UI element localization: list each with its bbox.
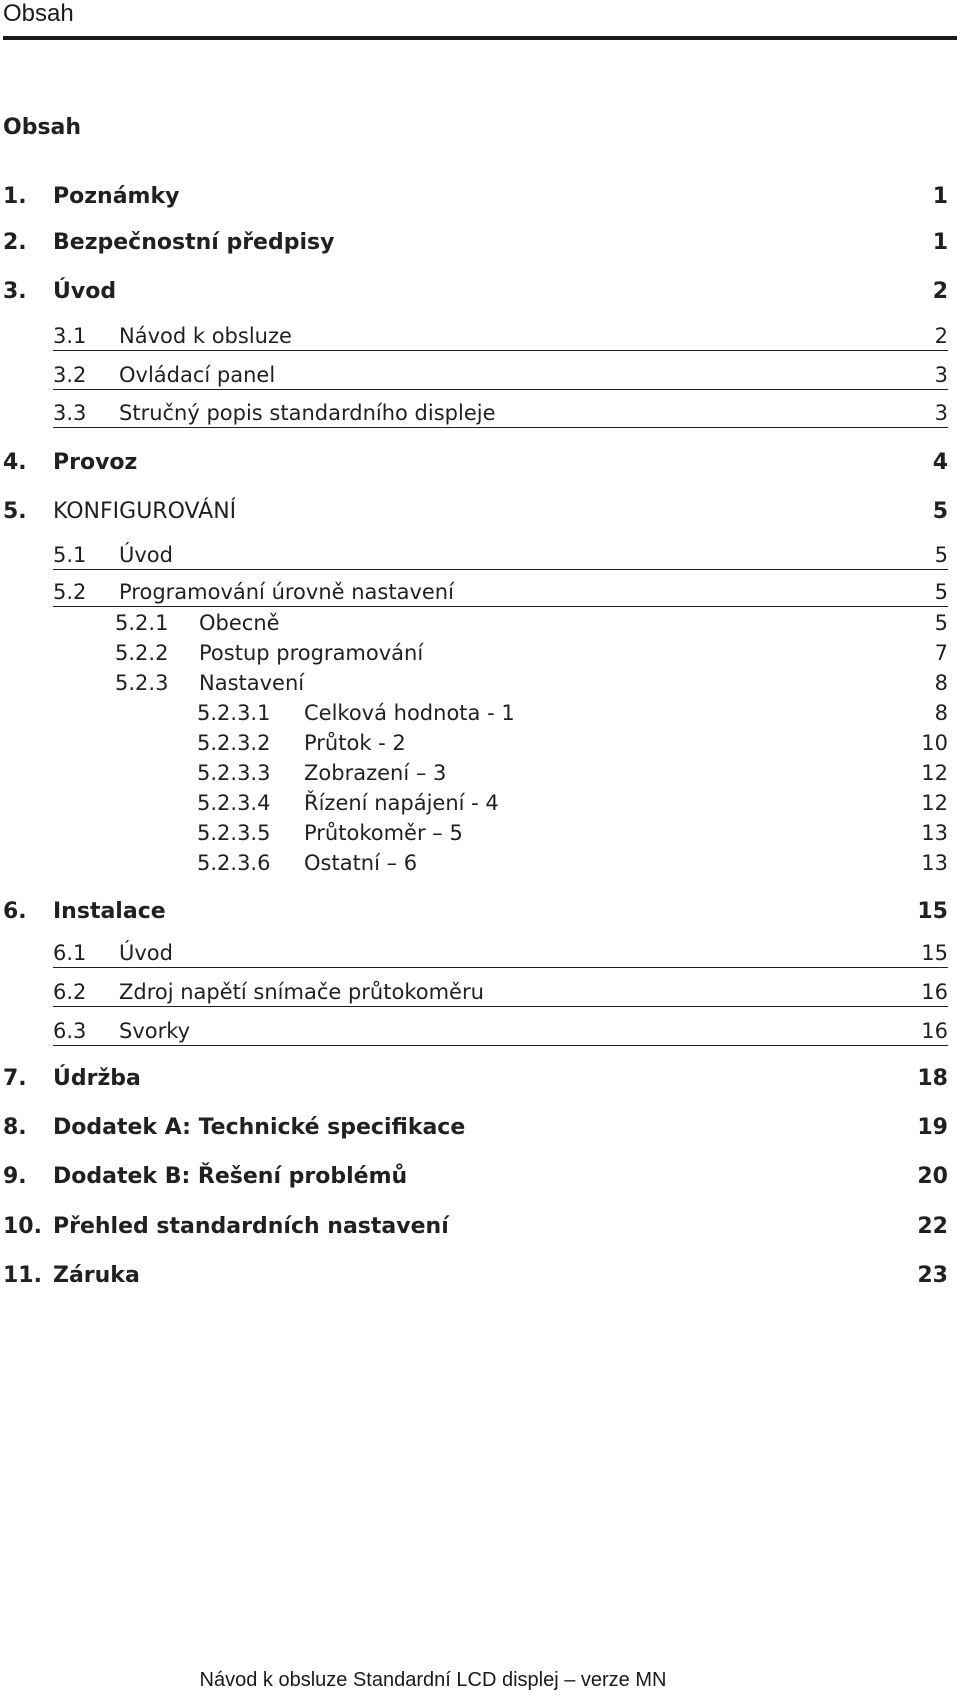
toc-entry-page: 4 xyxy=(932,450,948,475)
toc-entry-page: 15 xyxy=(921,941,948,965)
toc-entry-label: Obecně xyxy=(199,611,280,635)
toc-entry-label: Ostatní – 6 xyxy=(304,851,418,875)
toc-entry-label: Instalace xyxy=(53,899,166,924)
toc-entry-number: 5.2 xyxy=(53,580,87,604)
toc-entry-6-1[interactable] xyxy=(53,938,948,968)
toc-entry-page: 18 xyxy=(917,1066,948,1091)
toc-entry-number: 5.2.3.2 xyxy=(197,731,271,755)
toc-entry-number: 6. xyxy=(3,899,27,924)
toc-entry-3-3[interactable] xyxy=(53,398,948,428)
toc-entry-page: 10 xyxy=(921,731,948,755)
toc-entry-label: Postup programování xyxy=(199,641,424,665)
toc-entry-3-2[interactable] xyxy=(53,360,948,390)
toc-entry-5-1[interactable] xyxy=(53,540,948,570)
toc-entry-page: 20 xyxy=(917,1164,948,1189)
toc-entry-page: 13 xyxy=(921,851,948,875)
toc-entry-label: Bezpečnostní předpisy xyxy=(53,230,335,255)
toc-entry-label: Ovládací panel xyxy=(119,363,276,387)
toc-entry-7[interactable] xyxy=(3,1064,948,1094)
toc-entry-11[interactable] xyxy=(3,1261,948,1291)
toc-entry-9[interactable] xyxy=(3,1162,948,1192)
toc-entry-label: Poznámky xyxy=(53,184,180,209)
toc-entry-number: 6.3 xyxy=(53,1019,87,1043)
toc-entry-page: 12 xyxy=(921,761,948,785)
toc-entry-page: 7 xyxy=(934,641,948,665)
toc-entry-label: Zdroj napětí snímače průtokoměru xyxy=(119,980,484,1004)
toc-entry-page: 22 xyxy=(917,1214,948,1239)
toc-entry-5-2-3[interactable] xyxy=(115,669,948,697)
toc-entry-5-2-3-6[interactable] xyxy=(197,849,948,877)
toc-entry-label: Průtokoměr – 5 xyxy=(304,821,463,845)
toc-entry-page: 19 xyxy=(917,1115,948,1140)
toc-title: Obsah xyxy=(3,115,82,140)
header-title: Obsah xyxy=(3,0,74,27)
page-header xyxy=(3,0,957,40)
toc-entry-label: Celková hodnota - 1 xyxy=(304,701,515,725)
toc-entry-number: 10. xyxy=(3,1214,42,1239)
toc-entry-number: 5.2.1 xyxy=(115,611,169,635)
toc-entry-page: 3 xyxy=(934,363,948,387)
toc-entry-page: 12 xyxy=(921,791,948,815)
toc-entry-number: 11. xyxy=(3,1263,42,1288)
toc-entry-label: Přehled standardních nastavení xyxy=(53,1214,449,1239)
toc-entry-number: 9. xyxy=(3,1164,27,1189)
toc-entry-page: 16 xyxy=(921,1019,948,1043)
toc-entry-page: 5 xyxy=(934,611,948,635)
toc-entry-label: Nastavení xyxy=(199,671,305,695)
toc-entry-page: 13 xyxy=(921,821,948,845)
toc-entry-number: 5. xyxy=(3,499,27,524)
toc-entry-label: Záruka xyxy=(53,1263,140,1288)
toc-entry-number: 5.2.3.3 xyxy=(197,761,271,785)
toc-entry-number: 5.2.3.6 xyxy=(197,851,271,875)
toc-entry-number: 1. xyxy=(3,184,27,209)
toc-entry-page: 5 xyxy=(934,543,948,567)
toc-entry-5-2-3-1[interactable] xyxy=(197,699,948,727)
toc-entry-label: Údržba xyxy=(53,1066,141,1091)
toc-entry-label: Svorky xyxy=(119,1019,191,1043)
toc-entry-6[interactable] xyxy=(3,897,948,927)
toc-entry-number: 3.2 xyxy=(53,363,87,387)
toc-entry-page: 2 xyxy=(932,279,948,304)
toc-entry-number: 3. xyxy=(3,279,27,304)
toc-entry-number: 3.1 xyxy=(53,324,87,348)
toc-entry-label: Dodatek B: Řešení problémů xyxy=(53,1164,408,1189)
toc-entry-page: 8 xyxy=(934,701,948,725)
toc-entry-number: 8. xyxy=(3,1115,27,1140)
toc-entry-page: 5 xyxy=(932,499,948,524)
toc-entry-6-3[interactable] xyxy=(53,1016,948,1046)
toc-entry-number: 6.1 xyxy=(53,941,87,965)
toc-entry-label: Programování úrovně nastavení xyxy=(119,580,454,604)
toc-entry-3[interactable] xyxy=(3,277,948,307)
toc-entry-page: 16 xyxy=(921,980,948,1004)
toc-entry-6-2[interactable] xyxy=(53,977,948,1007)
toc-entry-label: Úvod xyxy=(119,941,173,965)
toc-entry-5-2-3-5[interactable] xyxy=(197,819,948,847)
toc-entry-label: Zobrazení – 3 xyxy=(304,761,447,785)
toc-entry-label: Úvod xyxy=(119,543,173,567)
toc-entry-5-2[interactable] xyxy=(53,577,948,607)
toc-entry-page: 2 xyxy=(934,324,948,348)
toc-entry-5-2-3-2[interactable] xyxy=(197,729,948,757)
toc-entry-page: 8 xyxy=(934,671,948,695)
toc-entry-number: 6.2 xyxy=(53,980,87,1004)
toc-entry-4[interactable] xyxy=(3,448,948,478)
toc-entry-label: Návod k obsluze xyxy=(119,324,292,348)
toc-entry-number: 4. xyxy=(3,450,27,475)
toc-entry-number: 5.2.2 xyxy=(115,641,169,665)
toc-entry-page: 1 xyxy=(932,184,948,209)
toc-entry-page: 3 xyxy=(934,401,948,425)
toc-entry-3-1[interactable] xyxy=(53,321,948,351)
toc-entry-number: 5.1 xyxy=(53,543,87,567)
toc-entry-number: 5.2.3.1 xyxy=(197,701,271,725)
toc-entry-number: 2. xyxy=(3,230,27,255)
toc-entry-2[interactable] xyxy=(3,228,948,258)
toc-entry-10[interactable] xyxy=(3,1212,948,1242)
toc-entry-label: Řízení napájení - 4 xyxy=(304,791,499,815)
page-footer: Návod k obsluze Standardní LCD displej – verze MN xyxy=(199,1669,667,1691)
toc-entry-number: 7. xyxy=(3,1066,27,1091)
toc-entry-number: 5.2.3 xyxy=(115,671,169,695)
toc-entry-number: 5.2.3.4 xyxy=(197,791,271,815)
toc-entry-label: Stručný popis standardního displeje xyxy=(119,401,496,425)
toc-entry-number: 5.2.3.5 xyxy=(197,821,271,845)
toc-entry-label: Dodatek A: Technické specifikace xyxy=(53,1115,466,1140)
toc-entry-page: 1 xyxy=(932,230,948,255)
toc-entry-label: Provoz xyxy=(53,450,138,475)
toc-entry-5-2-1[interactable] xyxy=(115,609,948,637)
toc-entry-label: KONFIGUROVÁNÍ xyxy=(53,499,237,524)
toc-entry-label: Průtok - 2 xyxy=(304,731,406,755)
toc-entry-5-2-2[interactable] xyxy=(115,639,948,667)
toc-entry-number: 3.3 xyxy=(53,401,87,425)
toc-entry-5-2-3-4[interactable] xyxy=(197,789,948,817)
toc-entry-page: 23 xyxy=(917,1263,948,1288)
toc-entry-5[interactable] xyxy=(3,497,948,527)
toc-entry-label: Úvod xyxy=(53,279,117,304)
toc-entry-page: 5 xyxy=(934,580,948,604)
toc-entry-5-2-3-3[interactable] xyxy=(197,759,948,787)
toc-entry-1[interactable] xyxy=(3,182,948,212)
toc-entry-8[interactable] xyxy=(3,1113,948,1143)
toc-entry-page: 15 xyxy=(917,899,948,924)
